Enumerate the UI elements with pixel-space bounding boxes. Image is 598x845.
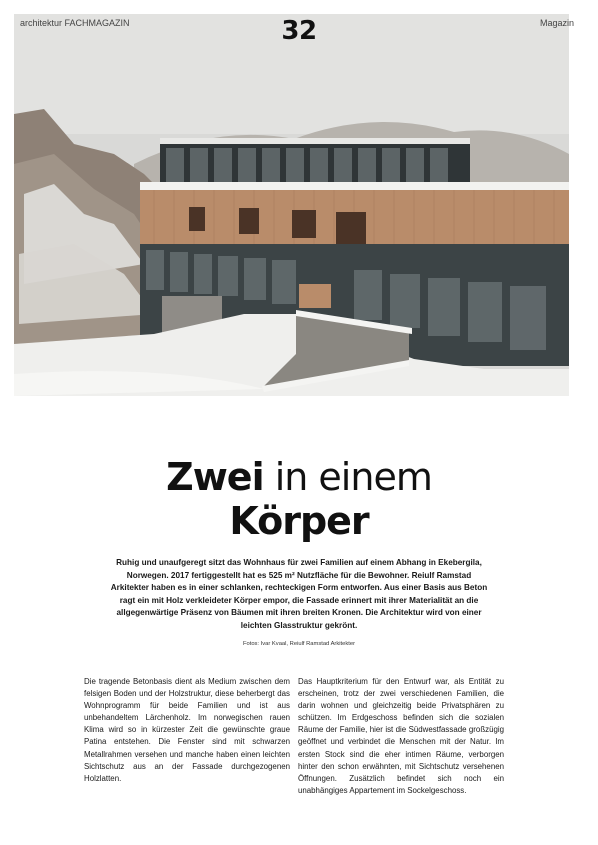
title-word-3: Körper bbox=[229, 499, 369, 543]
photo-credit: Fotos: Ivar Kvaal, Reiulf Ramstad Arkitekter bbox=[242, 641, 356, 647]
house-photo bbox=[14, 14, 569, 396]
article-title bbox=[0, 455, 598, 543]
photo bbox=[14, 14, 569, 396]
title-word-1: Zwei bbox=[166, 455, 264, 499]
title-words-2: in einem bbox=[274, 455, 432, 499]
body-column-left: Die tragende Betonbasis dient als Medium zwischen dem felsigen Boden und der Holzstruktur, diese beherbergt das Wohnprogramm für beide Familien und ist aus unbehandeltem Lärchenholz. Im norwegischen rauen Klima wird so in kürzester Zeit die gewünschte graue Patina entstehen. Die Fenster sind mit schwarzen Metallrahmen versehen und manche haben einen leichten Sichtschutz aus an der Fassade durchgezogenen Holzlatten. bbox=[84, 677, 290, 783]
lead-paragraph: Ruhig und unaufgeregt sitzt das Wohnhaus für zwei Familien auf einem Abhang in Ekebergila, Norwegen. 2017 fertiggestellt hat es 525 m² Nutzfläche für die Bewohner. Reiulf Ramstad Arkitekter haben es in einer schlanken, rechteckigen Form entworfen. Aus einer Basis aus Beton ragt ein mit Holz verkleideter Körper empor, die Fassade erinnert mit ihrer Materialität an die allgegenwärtige Präsenz von Bäumen mit ihren breiten Kronen. Die Architektur wird von einer leichten Glasstruktur gekrönt. bbox=[110, 558, 488, 630]
section-label: Magazin bbox=[539, 18, 574, 28]
magazine-name: architektur FACHMAGAZIN bbox=[20, 18, 130, 28]
page-number: 32 bbox=[281, 16, 317, 46]
body-column-right: Das Hauptkriterium für den Entwurf war, als Entität zu erscheinen, trotz der zwei verschiedenen Familien, die darin wohnen und gleichzeitig beide Privatsphären zu schützen. Im Erdgeschoss befinden sich die sozialen Räume der Familie, hier ist die Südwestfassade großzügig geöffnet und verbindet die Menschen mit der Natur. Im ersten Stock sind die eher intimen Räume, verborgen hinter den schon erwähnten, mit Sichtschutz versehenen Öffnungen. Zusätzlich befindet sich noch ein unabhängiges Appartement im Sockelgeschoss. bbox=[298, 677, 504, 795]
